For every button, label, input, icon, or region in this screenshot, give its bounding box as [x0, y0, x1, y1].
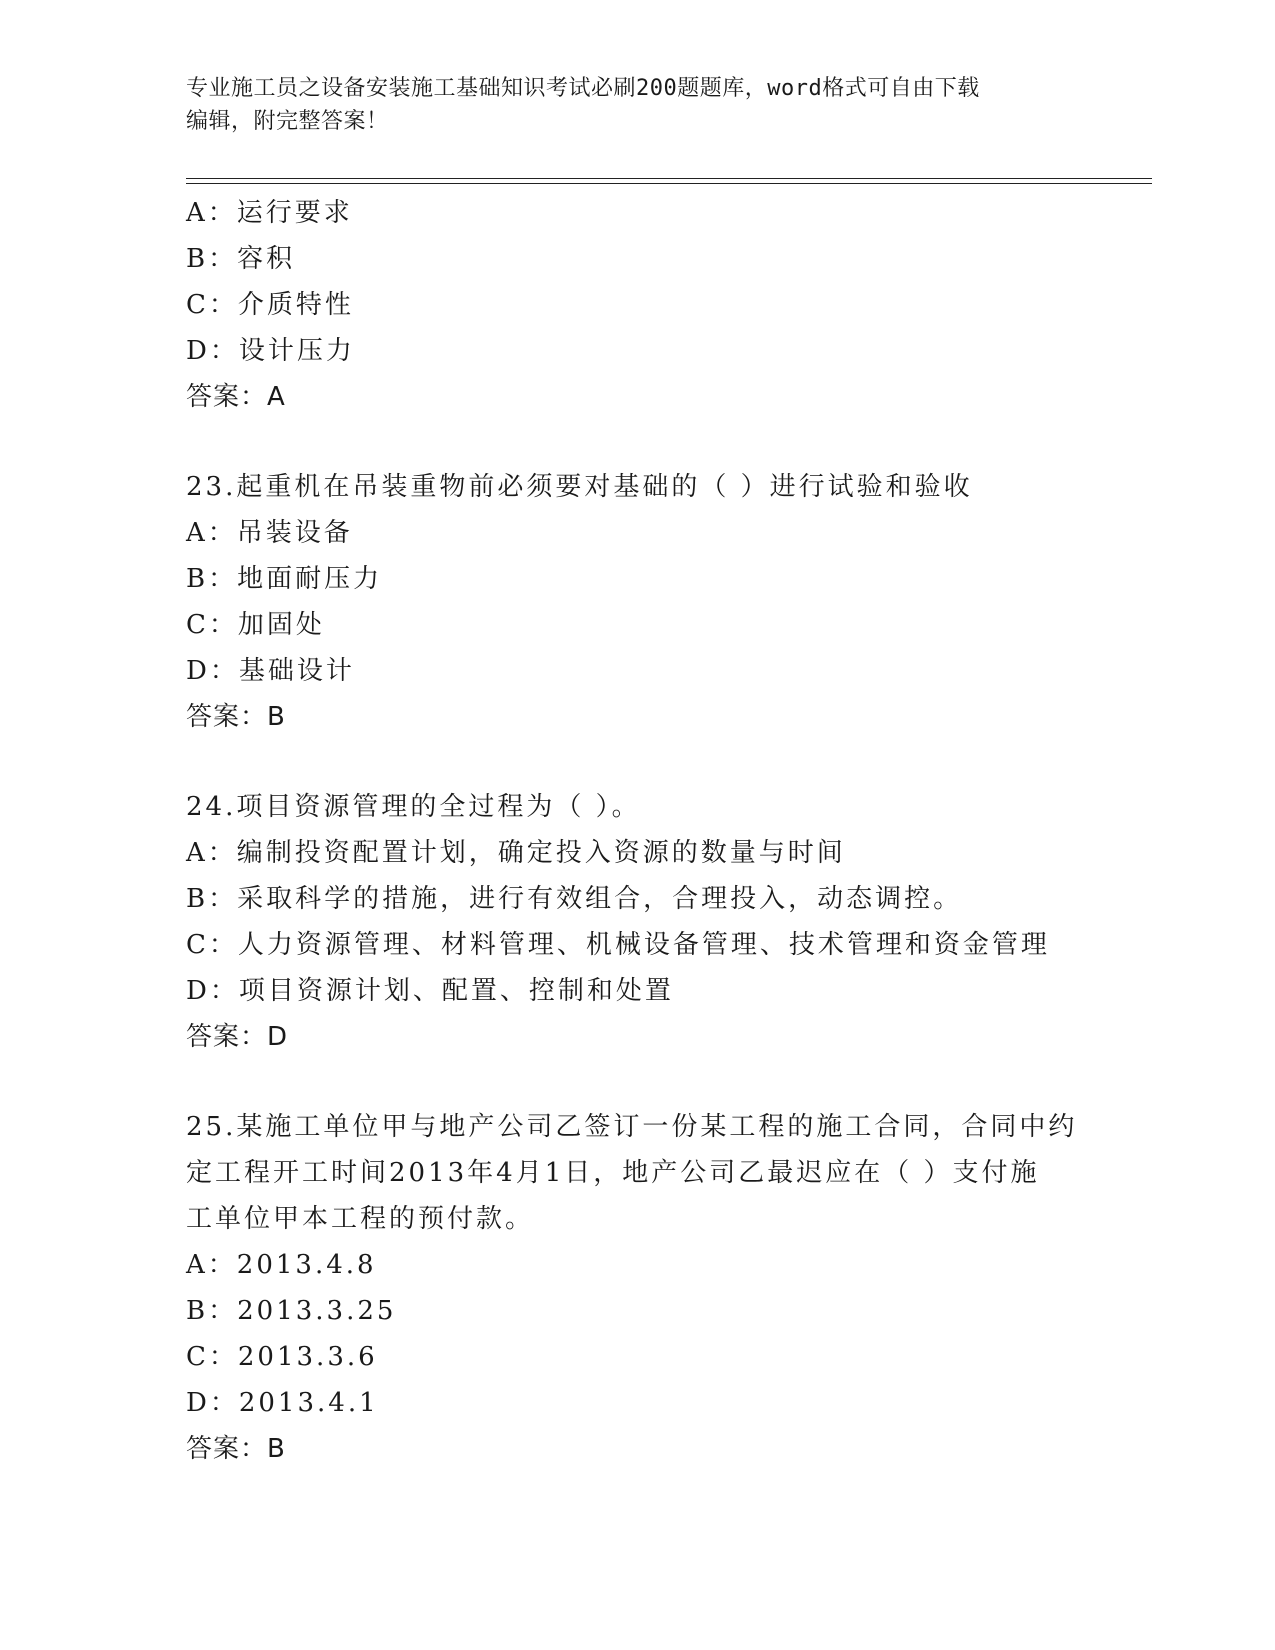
- header-rule-bottom: [186, 183, 1152, 184]
- option-d: D：基础设计: [186, 656, 355, 686]
- option-c: C：介质特性: [186, 290, 354, 320]
- question-stem: 23.起重机在吊装重物前必须要对基础的（ ）进行试验和验收: [186, 472, 973, 502]
- question-25: [186, 1104, 1166, 1472]
- question-stem-line-1: 25.某施工单位甲与地产公司乙签订一份某工程的施工合同，合同中约: [186, 1112, 1078, 1142]
- option-b: B：2013.3.25: [186, 1296, 397, 1326]
- option-c: C：加固处: [186, 610, 325, 640]
- document-header: [186, 72, 1086, 138]
- option-a: A：吊装设备: [186, 518, 353, 548]
- header-line-2: 编辑，附完整答案！: [186, 109, 389, 134]
- question-spacer: [186, 740, 1166, 784]
- question-stem-line-3: 工单位甲本工程的预付款。: [186, 1204, 535, 1234]
- question-24: [186, 784, 1166, 1060]
- option-a: A：编制投资配置计划，确定投入资源的数量与时间: [186, 838, 846, 868]
- option-b: B：采取科学的措施，进行有效组合，合理投入，动态调控。: [186, 884, 963, 914]
- question-spacer: [186, 1060, 1166, 1104]
- answer: 答案：B: [186, 1434, 286, 1464]
- option-c: C：2013.3.6: [186, 1342, 378, 1372]
- question-stem-line-2: 定工程开工时间2013年4月1日，地产公司乙最迟应在（ ）支付施: [186, 1158, 1040, 1188]
- option-d: D：设计压力: [186, 336, 355, 366]
- question-list: [186, 190, 1166, 1472]
- answer: 答案：A: [186, 382, 286, 412]
- question-stem: 24.项目资源管理的全过程为（ ）。: [186, 792, 641, 822]
- option-b: B：地面耐压力: [186, 564, 383, 594]
- header-rule-top: [186, 178, 1152, 179]
- option-d: D：2013.4.1: [186, 1388, 379, 1418]
- answer: 答案：B: [186, 702, 286, 732]
- header-line-1: 专业施工员之设备安装施工基础知识考试必刷200题题库，word格式可自由下载: [186, 76, 980, 101]
- question-spacer: [186, 420, 1166, 464]
- option-a: A：运行要求: [186, 198, 353, 228]
- option-b: B：容积: [186, 244, 296, 274]
- option-d: D：项目资源计划、配置、控制和处置: [186, 976, 674, 1006]
- question-23: [186, 464, 1166, 740]
- option-c: C：人力资源管理、材料管理、机械设备管理、技术管理和资金管理: [186, 930, 1050, 960]
- answer: 答案：D: [186, 1022, 289, 1052]
- question-22: [186, 190, 1166, 420]
- option-a: A：2013.4.8: [186, 1250, 377, 1280]
